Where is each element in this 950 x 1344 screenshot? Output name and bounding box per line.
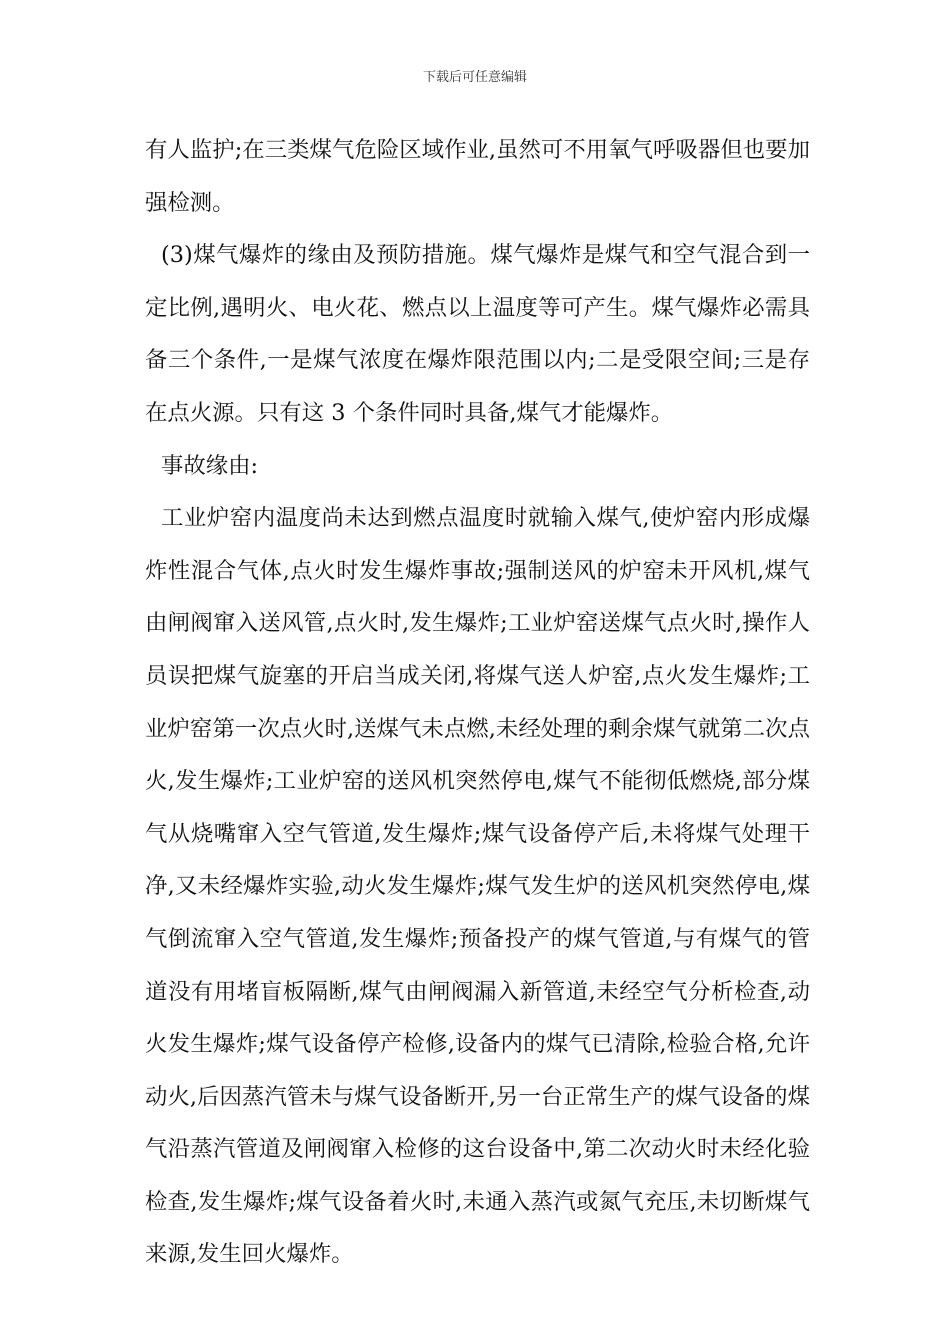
text-line: 炸性混合气体,点火时发生爆炸事故;强制送风的炉窑未开风机,煤气 — [145, 557, 810, 584]
section-heading: 事故缘由: — [161, 452, 259, 479]
text-line: 业炉窑第一次点火时,送煤气未点燃,未经处理的剩余煤气就第二次点 — [145, 715, 810, 742]
text-line: 气沿蒸汽管道及闸阀窜入检修的这台设备中,第二次动火时未经化验 — [145, 1136, 810, 1163]
text-line: 道没有用堵盲板隔断,煤气由闸阀漏入新管道,未经空气分析检查,动 — [145, 978, 810, 1005]
text-line: 检查,发生爆炸;煤气设备着火时,未通入蒸汽或氮气充压,未切断煤气 — [145, 1188, 810, 1215]
text-line: 气倒流窜入空气管道,发生爆炸;预备投产的煤气管道,与有煤气的管 — [145, 925, 810, 952]
text-line: 强检测。 — [145, 189, 235, 216]
document-body — [145, 128, 810, 1285]
text-line: 气从烧嘴窜入空气管道,发生爆炸;煤气设备停产后,未将煤气处理干 — [145, 820, 810, 847]
text-line: 工业炉窑内温度尚未达到燃点温度时就输入煤气,使炉窑内形成爆 — [161, 505, 810, 532]
text-line: 在点火源。只有这 3 个条件同时具备,煤气才能爆炸。 — [145, 399, 674, 426]
text-line: 火发生爆炸;煤气设备停产检修,设备内的煤气已清除,检验合格,允许 — [145, 1031, 810, 1058]
text-line: 火,发生爆炸;工业炉窑的送风机突然停电,煤气不能彻低燃烧,部分煤 — [145, 768, 810, 795]
text-line: 定比例,遇明火、电火花、燃点以上温度等可产生。煤气爆炸必需具 — [145, 294, 810, 321]
text-line: 员误把煤气旋塞的开启当成关闭,将煤气送人炉窑,点火发生爆炸;工 — [145, 662, 810, 689]
text-line: 来源,发生回火爆炸。 — [145, 1241, 354, 1268]
text-line: 有人监护;在三类煤气危险区域作业,虽然可不用氧气呼吸器但也要加 — [145, 137, 810, 163]
text-line: 净,又未经爆炸实验,动火发生爆炸;煤气发生炉的送风机突然停电,煤 — [145, 873, 810, 900]
text-line: 备三个条件,一是煤气浓度在爆炸限范围以内;二是受限空间;三是存 — [145, 347, 810, 374]
page-header: 下载后可任意编辑 — [422, 70, 527, 85]
text-line: (3)煤气爆炸的缘由及预防措施。煤气爆炸是煤气和空气混合到一 — [161, 242, 810, 269]
text-line: 由闸阀窜入送风管,点火时,发生爆炸;工业炉窑送煤气点火时,操作人 — [145, 610, 810, 637]
text-line: 动火,后因蒸汽管未与煤气设备断开,另一台正常生产的煤气设备的煤 — [145, 1083, 810, 1110]
